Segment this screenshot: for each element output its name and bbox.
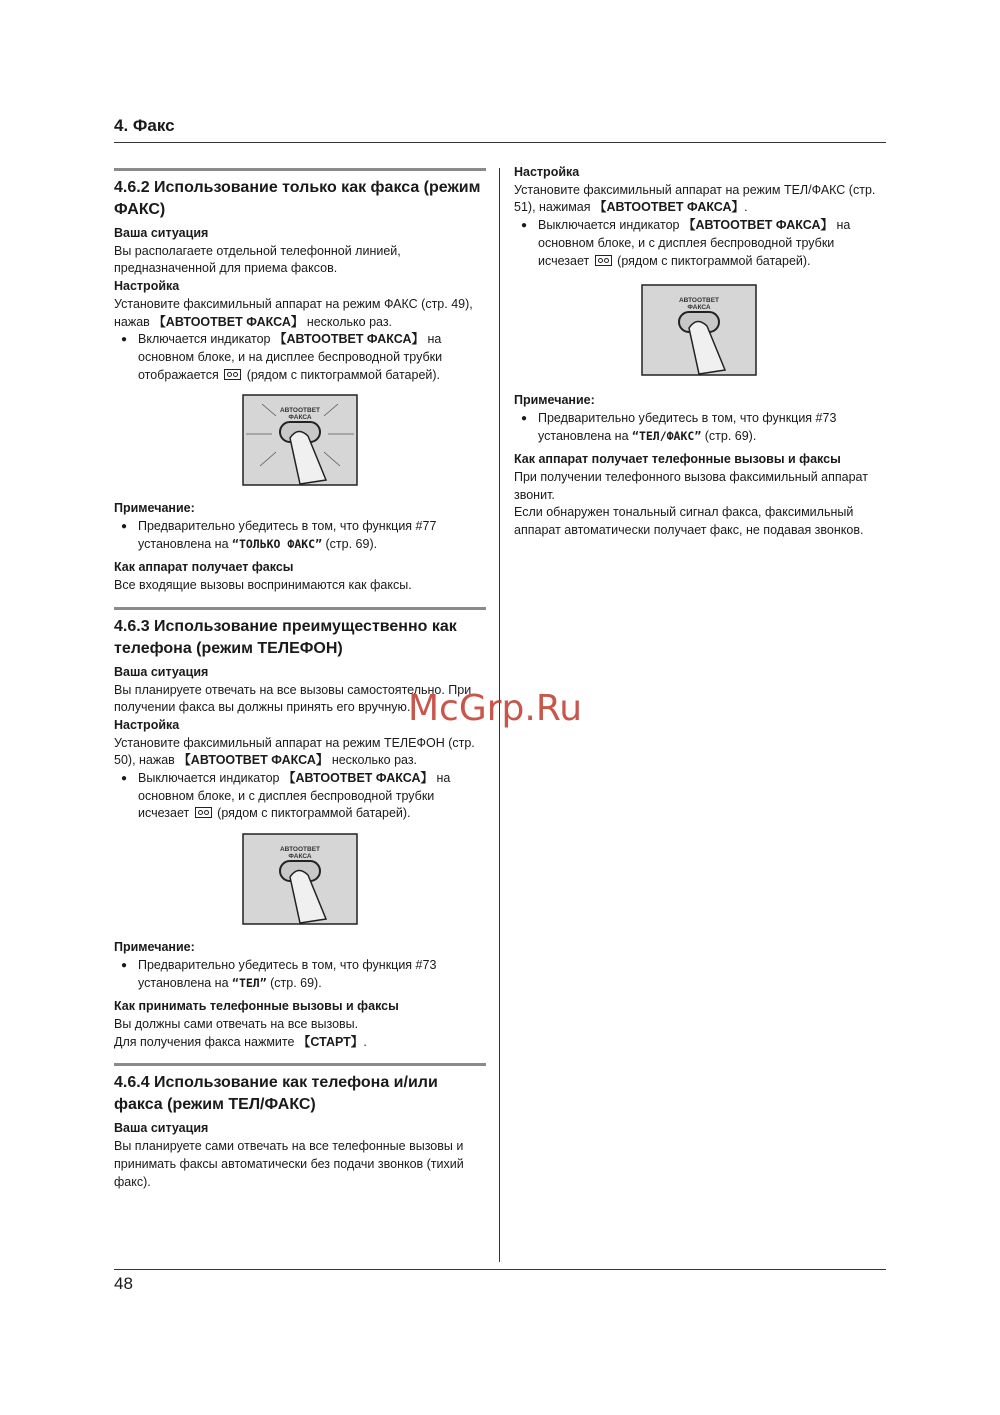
setup-text: Установите факсимильный аппарат на режим ТЕЛЕФОН (стр. 50), нажав 【АВТООТВЕТ ФАКСА】 несколько раз. <box>114 735 475 768</box>
answering-tape-icon <box>595 255 612 266</box>
key-auto-answer: 【АВТООТВЕТ ФАКСА】 <box>153 314 304 329</box>
button-caption-line2: ФАКСА <box>288 853 312 861</box>
mode-code: “ТОЛЬКО ФАКС” <box>232 536 323 551</box>
key-auto-answer: 【АВТООТВЕТ ФАКСА】 <box>682 218 834 233</box>
subheading-setup: Настройка <box>114 717 180 732</box>
subheading-setup: Настройка <box>514 165 580 179</box>
subheading-note: Примечание: <box>114 940 195 955</box>
subheading-note: Примечание: <box>514 393 595 408</box>
section-title: 4.6.4 Использование как телефона и/или факса (режим ТЕЛ/ФАКС) <box>114 1074 438 1114</box>
subheading-receive: Как принимать телефонные вызовы и факсы <box>114 999 399 1014</box>
section-4-6-3 <box>114 607 486 1052</box>
receive-text-2: Для получения факса нажмите 【СТАРТ】. <box>114 1034 367 1049</box>
page-number: 48 <box>114 1274 133 1293</box>
setup-text: Установите факсимильный аппарат на режим ТЕЛ/ФАКС (стр. 51), нажимая 【АВТООТВЕТ ФАКСА】. <box>514 182 876 215</box>
subheading-receive: Как аппарат получает телефонные вызовы и факсы <box>514 452 841 467</box>
subheading-receive: Как аппарат получает факсы <box>114 560 294 575</box>
button-press-illustration-lit <box>242 394 358 486</box>
key-auto-answer: 【АВТООТВЕТ ФАКСА】 <box>282 771 434 786</box>
answering-tape-icon <box>195 807 212 818</box>
receive-text-2: Если обнаружен тональный сигнал факса, факсимильный аппарат автоматически получает факс, не подавая звонков. <box>514 505 864 538</box>
answering-tape-icon <box>224 369 241 380</box>
receive-text-1: Вы должны сами отвечать на все вызовы. <box>114 1016 359 1031</box>
button-press-illustration <box>641 284 757 376</box>
subheading-note: Примечание: <box>114 501 195 516</box>
section-4-6-2 <box>114 168 486 595</box>
left-column <box>114 168 486 1191</box>
button-caption-line2: ФАКСА <box>687 304 711 312</box>
subheading-situation: Ваша ситуация <box>114 664 209 679</box>
subheading-situation: Ваша ситуация <box>114 1121 209 1136</box>
situation-text: Вы располагаете отдельной телефонной линией, предназначенной для приема факсов. <box>114 243 401 276</box>
section-bar <box>114 1063 486 1066</box>
setup-text: Установите факсимильный аппарат на режим ФАКС (стр. 49), нажав 【АВТООТВЕТ ФАКСА】 несколько раз. <box>114 296 473 329</box>
section-title: 4.6.2 Использование только как факса (режим ФАКС) <box>114 179 481 218</box>
bullet-indicator: ● Выключается индикатор 【АВТООТВЕТ ФАКСА】 на основном блоке, и с дисплея беспроводной трубки исчезает (рядом с пиктограммой батарей). <box>114 770 486 823</box>
section-bar <box>114 607 486 610</box>
key-auto-answer: 【АВТООТВЕТ ФАКСА】 <box>273 332 425 347</box>
footer-rule <box>114 1269 886 1270</box>
note-bullet: ● Предварительно убедитесь в том, что функция #77 установлена на “ТОЛЬКО ФАКС” (стр. 69). <box>114 518 486 553</box>
bullet-indicator: ● Выключается индикатор 【АВТООТВЕТ ФАКСА】 на основном блоке, и с дисплея беспроводной трубки исчезает (рядом с пиктограммой батарей). <box>514 217 886 270</box>
key-start: 【СТАРТ】 <box>297 1034 364 1049</box>
key-auto-answer: 【АВТООТВЕТ ФАКСА】 <box>594 200 745 215</box>
receive-text-1: При получении телефонного вызова факсимильный аппарат звонит. <box>514 470 868 502</box>
section-title: 4.6.3 Использование преимущественно как телефона (режим ТЕЛЕФОН) <box>114 617 457 657</box>
button-caption-line1: АВТООТВЕТ <box>678 297 720 305</box>
section-4-6-4 <box>114 1063 486 1191</box>
header-rule <box>114 142 886 143</box>
button-caption-line1: АВТООТВЕТ <box>279 407 321 415</box>
bullet-indicator: ● Включается индикатор 【АВТООТВЕТ ФАКСА】 на основном блоке, и на дисплее беспроводной трубки отображается (рядом с пиктограммой батарей). <box>114 331 486 384</box>
situation-text: Вы планируете отвечать на все вызовы самостоятельно. При получении факса вы должны принять его вручную. <box>114 682 472 715</box>
receive-text: Все входящие вызовы воспринимаются как факсы. <box>114 578 412 593</box>
note-bullet: ● Предварительно убедитесь в том, что функция #73 установлена на “ТЕЛ” (стр. 69). <box>114 957 486 992</box>
mode-code: “ТЕЛ/ФАКС” <box>632 428 702 443</box>
button-caption-line1: АВТООТВЕТ <box>279 846 321 854</box>
section-bar <box>114 168 486 171</box>
subheading-situation: Ваша ситуация <box>114 226 209 240</box>
right-column <box>514 164 886 540</box>
button-press-illustration <box>242 833 358 925</box>
note-bullet: ● Предварительно убедитесь в том, что функция #73 установлена на “ТЕЛ/ФАКС” (стр. 69). <box>514 410 886 445</box>
watermark: McGrp.Ru <box>408 688 583 729</box>
button-caption-line2: ФАКСА <box>288 414 312 422</box>
mode-code: “ТЕЛ” <box>232 975 267 990</box>
chapter-title: 4. Факс <box>114 116 175 135</box>
situation-text: Вы планируете сами отвечать на все телефонные вызовы и принимать факсы автоматически без подачи звонков (тихий факс). <box>114 1139 464 1189</box>
key-auto-answer: 【АВТООТВЕТ ФАКСА】 <box>178 753 329 768</box>
subheading-setup: Настройка <box>114 279 180 294</box>
